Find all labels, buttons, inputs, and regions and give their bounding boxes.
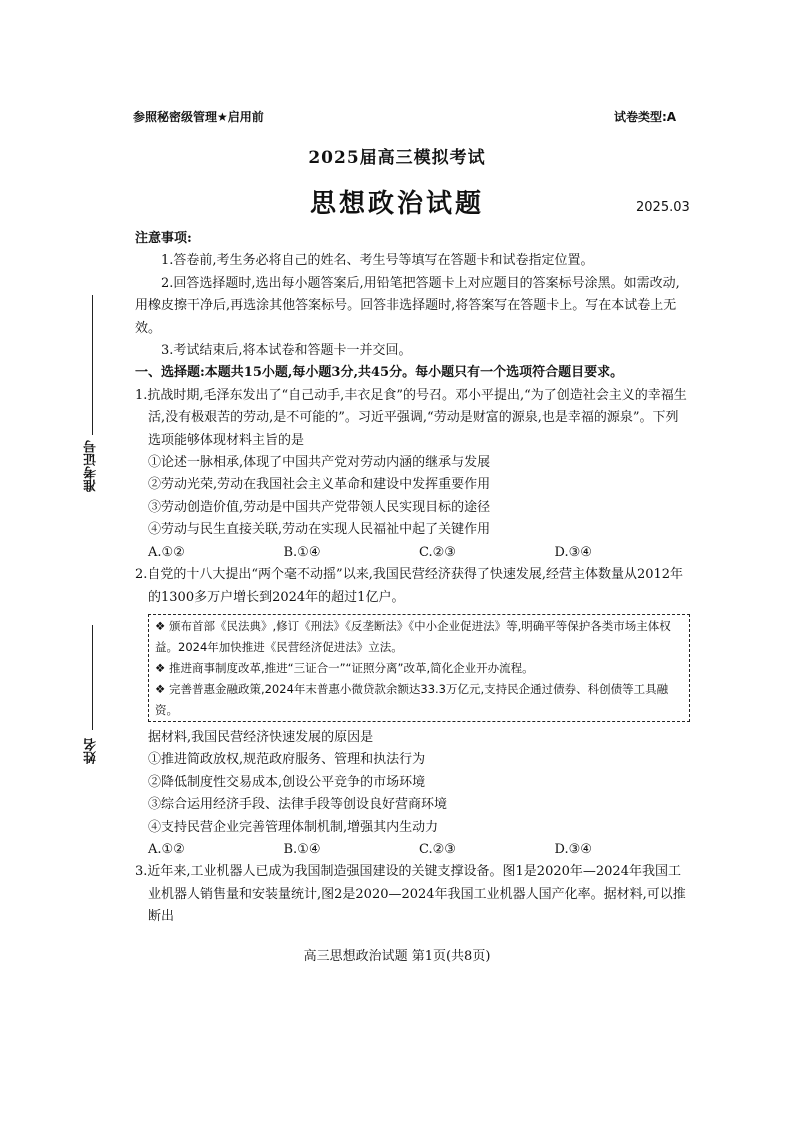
q2-statement: ①推进简政放权,规范政府服务、管理和执法行为	[148, 752, 426, 768]
q2-option-b: B.①④	[283, 841, 321, 857]
q2-material-item: ❖ 完善普惠金融政策,2024年末普惠小微贷款余额达33.3万亿元,支持民企通过债券、科创债等工具融资。	[155, 681, 669, 717]
q1-statement: ③劳动创造价值,劳动是中国共产党带领人民实现目标的途径	[148, 499, 491, 515]
question-2-stem: 2.自党的十八大提出“两个毫不动摇”以来,我国民营经济获得了快速发展,经营主体数量从2012年的1300多万户增长到2024年的超过1亿户。	[135, 567, 684, 605]
exam-date: 2025.03	[636, 200, 690, 215]
q1-option-d: D.③④	[554, 544, 592, 560]
q2-options	[135, 839, 690, 861]
q2-statement: ④支持民营企业完善管理体制机制,增强其内生动力	[148, 819, 439, 835]
paper-type-label: 试卷类型:A	[614, 110, 677, 124]
name-label: 姓名	[84, 738, 99, 764]
section-heading: 一、选择题:本题共15小题,每小题3分,共45分。每小题只有一个选项符合题目要求。	[135, 365, 624, 381]
q1-statement: ①论述一脉相承,体现了中国共产党对劳动内涵的继承与发展	[148, 455, 491, 471]
page-title: 思想政治试题	[309, 189, 484, 219]
exam-id-label: 准考证号	[84, 440, 99, 492]
question-1-stem: 1.抗战时期,毛泽东发出了“自己动手,丰衣足食”的号召。邓小平提出,“为了创造社会主义的幸福生活,没有极艰苦的劳动,是不可能的”。习近平强调,“劳动是财富的源泉,也是幸福的源泉”。下列选项能够体现材料主旨的是	[135, 387, 687, 448]
q2-statement: ②降低制度性交易成本,创设公平竞争的市场环境	[148, 774, 426, 790]
q2-lead: 据材料,我国民营经济快速发展的原因是	[148, 729, 374, 745]
q2-statement: ③综合运用经济手段、法律手段等创设良好营商环境	[148, 797, 448, 813]
notice-heading: 注意事项:	[135, 231, 192, 246]
confidentiality-label: 参照秘密级管理★启用前	[133, 110, 264, 124]
q2-material-item: ❖ 推进商事制度改革,推进“三证合一”“证照分离”改革,简化企业开办流程。	[155, 660, 534, 675]
q1-statement: ④劳动与民生直接关联,劳动在实现人民福祉中起了关键作用	[148, 522, 491, 538]
name-line	[92, 625, 93, 730]
q1-statement: ②劳动光荣,劳动在我国社会主义革命和建设中发挥重要作用	[148, 477, 491, 493]
q1-options	[135, 542, 690, 564]
q1-option-c: C.②③	[419, 544, 456, 560]
notice-item: 3.考试结束后,将本试卷和答题卡一并交回。	[161, 343, 412, 359]
q2-option-c: C.②③	[419, 841, 456, 857]
q2-option-d: D.③④	[554, 841, 592, 857]
q2-option-a: A.①②	[148, 841, 185, 857]
exam-content	[135, 228, 690, 929]
question-3-stem: 3.近年来,工业机器人已成为我国制造强国建设的关键支撑设备。图1是2020年—2024年我国工业机器人销售量和安装量统计,图2是2020—2024年我国工业机器人国产化率。据材料,可以推断出	[135, 864, 686, 925]
notice-item: 1.答卷前,考生务必将自己的姓名、考生号等填写在答题卡和试卷指定位置。	[161, 253, 594, 269]
q2-material-box	[148, 614, 690, 722]
exam-name: 2025届高三模拟考试	[308, 148, 486, 168]
notice-item: 2.回答选择题时,选出每小题答案后,用铅笔把答题卡上对应题目的答案标号涂黑。如需改动,用橡皮擦干净后,再选涂其他答案标号。回答非选择题时,将答案写在答题卡上。写在本试卷上无效。	[135, 275, 680, 336]
exam-id-line	[92, 295, 93, 435]
q1-option-a: A.①②	[148, 544, 185, 560]
q1-option-b: B.①④	[283, 544, 321, 560]
q2-material-item: ❖ 颁布首部《民法典》,修订《刑法》《反垄断法》《中小企业促进法》等,明确平等保护各类市场主体权益。2024年加快推进《民营经济促进法》立法。	[155, 618, 671, 654]
page-footer: 高三思想政治试题 第1页(共8页)	[303, 949, 491, 964]
